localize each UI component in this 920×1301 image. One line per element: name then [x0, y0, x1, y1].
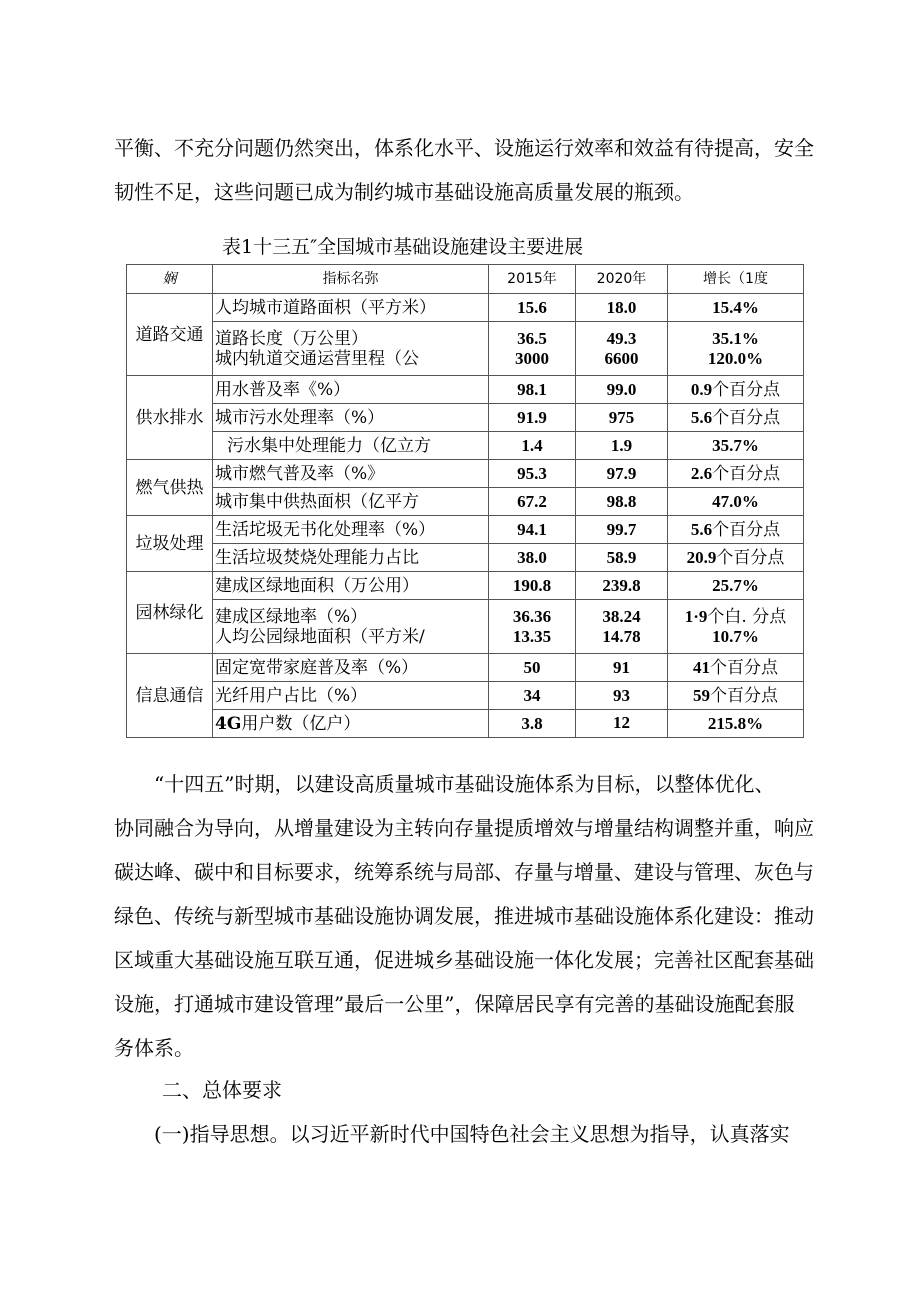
growth-cell	[668, 600, 804, 654]
value-2020-cell: 97.9	[576, 460, 668, 488]
value-2020-cell: 12	[576, 710, 668, 738]
intro-paragraph	[114, 126, 818, 214]
value-2015-cell	[489, 322, 576, 376]
value-line: 49.3	[606, 328, 637, 348]
table-row	[127, 572, 804, 600]
growth-number: 1·9	[684, 606, 708, 626]
value-line: 36.5	[517, 328, 547, 348]
value-line: 13.35	[512, 626, 552, 646]
indicator-cell: 固定宽带家庭普及率（%）	[213, 654, 489, 682]
body-line-4: 绿色、传统与新型城市基础设施协调发展，推进城市基础设施体系化建设：推动	[114, 904, 814, 928]
growth-unit: 个百分点	[712, 379, 781, 400]
indicator-cell: 用水普及率《%）	[213, 376, 489, 404]
indicator-cell: 污水集中处理能力（亿立方	[213, 432, 489, 460]
table-row	[127, 322, 804, 376]
body-line-2: 协同融合为导向，从增量建设为主转向存量提质增效与增量结构调整并重，响应	[114, 816, 814, 840]
value-line: 6600	[604, 348, 639, 368]
table-row	[127, 376, 804, 404]
value-2020-cell: 91	[576, 654, 668, 682]
value-2020-cell: 99.7	[576, 516, 668, 544]
growth-unit: 个百分点	[712, 463, 781, 484]
category-cell: 信息通信	[127, 654, 213, 738]
growth-unit: 个百分点	[716, 547, 785, 568]
growth-number: 41	[693, 657, 710, 677]
indicator-cell: 光纤用户占比（%）	[213, 682, 489, 710]
category-cell: 道路交通	[127, 294, 213, 376]
section-heading: 二、总体要求	[162, 1078, 282, 1102]
value-2020-cell: 98.8	[576, 488, 668, 516]
growth-number: 59	[693, 685, 710, 705]
table-row	[127, 432, 804, 460]
indicator-number: 4G	[215, 713, 242, 734]
table-row	[127, 404, 804, 432]
growth-unit: 个百分点	[710, 657, 778, 678]
category-cell: 供水排水	[127, 376, 213, 460]
value-2015-cell: 94.1	[489, 516, 576, 544]
table-row	[127, 516, 804, 544]
category-cell: 园林绿化	[127, 572, 213, 654]
header-2020: 2020年	[576, 265, 668, 294]
value-2020-cell: 93	[576, 682, 668, 710]
table-row	[127, 488, 804, 516]
value-2020-cell: 18.0	[576, 294, 668, 322]
growth-unit: 个百分点	[712, 407, 781, 428]
header-growth: 增长（1度	[668, 265, 804, 294]
value-2020-cell: 99.0	[576, 376, 668, 404]
growth-cell	[668, 376, 804, 404]
growth-cell: 215.8%	[668, 710, 804, 738]
body-line-7: 务体系。	[114, 1036, 194, 1060]
value-2015-cell: 91.9	[489, 404, 576, 432]
body-paragraph	[114, 762, 818, 1070]
growth-cell	[668, 404, 804, 432]
value-2020-cell	[576, 322, 668, 376]
indicator-cell: 人均城市道路面枳（平方米）	[213, 294, 489, 322]
growth-number: 20.9	[686, 547, 717, 567]
value-2015-cell: 38.0	[489, 544, 576, 572]
value-2020-cell: 1.9	[576, 432, 668, 460]
value-2020-cell	[576, 600, 668, 654]
value-2015-cell: 50	[489, 654, 576, 682]
growth-cell	[668, 460, 804, 488]
value-line: 14.78	[602, 626, 641, 646]
header-category: 娴	[127, 265, 213, 294]
growth-cell: 47.0%	[668, 488, 804, 516]
indicator-cell	[213, 600, 489, 654]
indicator-cell: 生活坨圾无书化处理率（%）	[213, 516, 489, 544]
value-2015-cell: 190.8	[489, 572, 576, 600]
intro-line-2: 韧性不足，这些问题已成为制约城市基础设施高质量发展的瓶颈。	[114, 180, 694, 204]
growth-cell: 35.7%	[668, 432, 804, 460]
body-line-1: “十四五”时期，以建设高质量城市基础设施体系为目标，以整体优化、	[154, 772, 775, 796]
value-2015-cell: 15.6	[489, 294, 576, 322]
value-2015-cell	[489, 600, 576, 654]
growth-line: 120.0%	[707, 348, 764, 368]
value-line: 36.36	[512, 606, 552, 626]
category-cell: 燃气供热	[127, 460, 213, 516]
subsection-paragraph: (一)指导思想。以习近平新时代中国特色社会主义思想为指导，认真落实	[154, 1122, 790, 1146]
indicator-line: 人均公园绿地面积（平方米/	[215, 626, 425, 647]
growth-number: 5.6	[690, 519, 713, 539]
indicator-line: 道路长度（万公里）	[215, 328, 368, 349]
indicator-text: 用户数（亿户）	[241, 713, 361, 734]
body-line-6: 设施，打通城市建设管理”最后一公里”，保障居民享有完善的基础设施配套服	[114, 992, 795, 1016]
value-line: 3000	[515, 348, 549, 368]
body-line-5: 区域重大基础设施互联互通，促进城乡基础设施一体化发展；完善社区配套基础	[114, 948, 814, 972]
value-2015-cell: 95.3	[489, 460, 576, 488]
growth-unit: 个白. 分点	[707, 606, 787, 627]
table-row	[127, 710, 804, 738]
table-row	[127, 294, 804, 322]
growth-line: 10.7%	[712, 626, 759, 646]
indicator-line: 城内轨道交通运营里程（公	[215, 348, 419, 369]
indicator-cell: 城市集中供热面枳（亿平方	[213, 488, 489, 516]
value-2020-cell: 239.8	[576, 572, 668, 600]
growth-unit: 个百分点	[710, 685, 778, 706]
table-row	[127, 600, 804, 654]
progress-table	[126, 264, 804, 738]
growth-cell	[668, 516, 804, 544]
value-2020-cell: 58.9	[576, 544, 668, 572]
value-line: 38.24	[602, 606, 641, 626]
intro-line-1: 平衡、不充分问题仍然突出，体系化水平、设施运行效率和效益有待提高，安全	[114, 136, 814, 160]
header-indicator: 指标名弥	[213, 265, 489, 294]
header-2015: 2015年	[489, 265, 576, 294]
table-header-row	[127, 265, 804, 294]
table-row	[127, 654, 804, 682]
body-line-3: 碳达峰、碳中和目标要求，统筹系统与局部、存量与增量、建设与管理、灰色与	[114, 860, 814, 884]
growth-cell: 25.7%	[668, 572, 804, 600]
indicator-cell	[213, 322, 489, 376]
value-2015-cell: 67.2	[489, 488, 576, 516]
growth-line: 35.1%	[712, 328, 759, 348]
value-2015-cell: 1.4	[489, 432, 576, 460]
value-2015-cell: 98.1	[489, 376, 576, 404]
growth-number: 5.6	[690, 407, 713, 427]
table-row	[127, 460, 804, 488]
growth-cell	[668, 322, 804, 376]
growth-cell	[668, 654, 804, 682]
table-row	[127, 544, 804, 572]
growth-cell	[668, 682, 804, 710]
indicator-cell: 建成区绿地面积（万公用）	[213, 572, 489, 600]
value-2020-cell: 975	[576, 404, 668, 432]
growth-cell	[668, 544, 804, 572]
indicator-cell: 生活垃圾焚烧处理能力占比	[213, 544, 489, 572]
growth-line	[670, 607, 801, 627]
table-title: 表1十三五″全国城市基础设施建设主要进展	[222, 236, 584, 258]
value-2015-cell: 3.8	[489, 710, 576, 738]
indicator-cell: 城市燃气普及率（%》	[213, 460, 489, 488]
growth-cell: 15.4%	[668, 294, 804, 322]
growth-number: 0.9	[690, 379, 713, 399]
indicator-line: 建成区绿地率（%）	[215, 606, 368, 627]
indicator-cell: 城市污水处理率（%）	[213, 404, 489, 432]
category-cell: 垃圾处理	[127, 516, 213, 572]
table-row	[127, 682, 804, 710]
value-2015-cell: 34	[489, 682, 576, 710]
growth-number: 2.6	[690, 463, 713, 483]
indicator-cell	[213, 710, 489, 738]
growth-unit: 个百分点	[712, 519, 781, 540]
